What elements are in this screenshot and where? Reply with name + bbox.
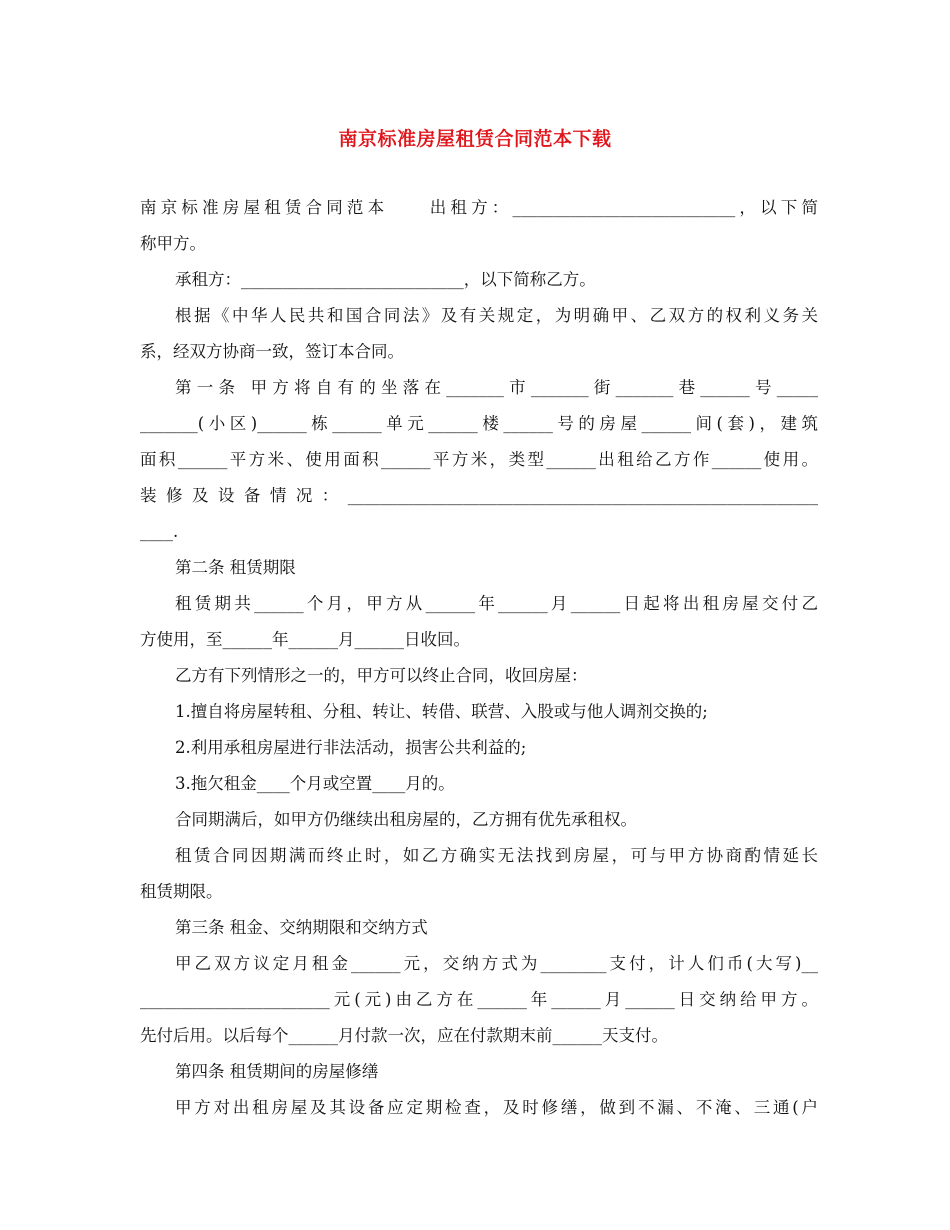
paragraph-line: 合同期满后，如甲方仍继续出租房屋的，乙方拥有优先承租权。 [175, 810, 637, 829]
list-item: 2.利用承租房屋进行非法活动，损害公共利益的; [175, 738, 527, 757]
clause-1-heading: 第一条 甲方将自有的坐落在_______市_______街_______巷______号_____ [175, 378, 818, 397]
paragraph-line: 租赁期限。 [140, 882, 223, 901]
contract-body [140, 190, 818, 1126]
paragraph-line: _______(小区)______栋______单元______楼______号的房屋______间(套)，建筑 [140, 414, 818, 433]
clause-2-heading: 第二条 租赁期限 [175, 558, 296, 577]
clause-4-heading: 第四条 租赁期间的房屋修缮 [175, 1062, 379, 1081]
paragraph-line: 先付后用。以后每个______月付款一次，应在付款期末前______天支付。 [140, 1026, 668, 1045]
paragraph-line: 系，经双方协商一致，签订本合同。 [140, 342, 404, 361]
paragraph-line: 甲方对出租房屋及其设备应定期检查，及时修缮，做到不漏、不淹、三通(户 [175, 1098, 818, 1117]
paragraph-line: 南京标准房屋租赁合同范本 出租方：___________________________，以下简 [140, 198, 818, 217]
paragraph-line: 装修及设备情况：_________________________________________________________ [140, 486, 818, 505]
paragraph-line: 租赁期共______个月，甲方从______年______月______日起将出租房屋交付乙 [175, 594, 818, 613]
paragraph-line: 面积______平方米、使用面积______平方米，类型______出租给乙方作______使用。 [140, 450, 818, 469]
paragraph-line: 承租方：___________________________，以下简称乙方。 [175, 270, 596, 289]
paragraph-line: ____. [140, 522, 179, 541]
list-item: 1.擅自将房屋转租、分租、转让、转借、联营、入股或与他人调剂交换的; [175, 702, 708, 721]
paragraph-line: 租赁合同因期满而终止时，如乙方确实无法找到房屋，可与甲方协商酌情延长 [175, 846, 818, 865]
list-item: 3.拖欠租金____个月或空置____月的。 [175, 774, 455, 793]
paragraph-line: 甲乙双方议定月租金______元，交纳方式为________支付，计人们币(大写)__ [175, 954, 818, 973]
paragraph-line: 乙方有下列情形之一的，甲方可以终止合同，收回房屋： [175, 666, 588, 685]
paragraph-line: 称甲方。 [140, 234, 206, 253]
clause-3-heading: 第三条 租金、交纳期限和交纳方式 [175, 918, 428, 937]
paragraph-line: 方使用，至______年______月______日收回。 [140, 630, 470, 649]
paragraph-line: 根据《中华人民共和国合同法》及有关规定，为明确甲、乙双方的权利义务关 [175, 306, 818, 325]
document-title: 南京标准房屋租赁合同范本下载 [338, 128, 612, 150]
paragraph-line: _______________________元(元)由乙方在______年______月______日交纳给甲方。 [140, 990, 818, 1009]
